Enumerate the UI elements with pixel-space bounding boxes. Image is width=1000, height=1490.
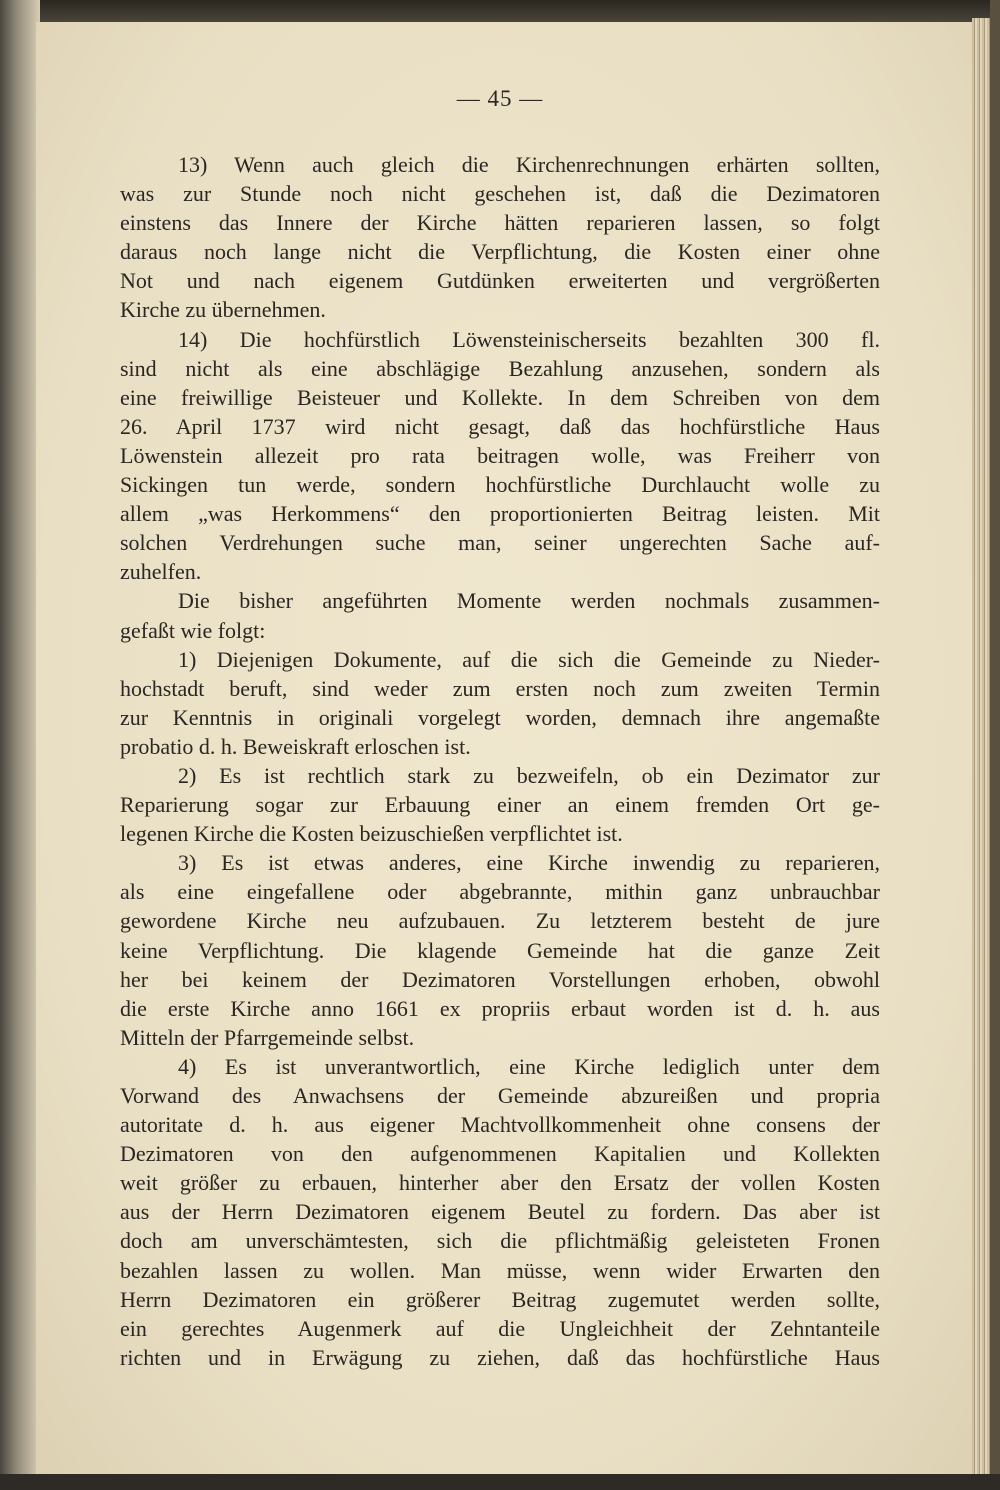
text-line: eine freiwillige Beisteuer und Kollekte. In dem Schreiben von dem bbox=[120, 384, 880, 410]
text-line: Not und nach eigenem Gutdünken erweiterten und vergrößerten bbox=[120, 268, 880, 294]
text-line: was zur Stunde noch nicht geschehen ist, daß die Dezimatoren bbox=[120, 181, 880, 207]
paragraph bbox=[120, 325, 880, 587]
text-line: 26. April 1737 wird nicht gesagt, daß das hochfürstliche Haus bbox=[120, 413, 880, 439]
text-line: gefaßt wie folgt: bbox=[120, 617, 266, 643]
text-line: zuhelfen. bbox=[120, 559, 202, 585]
text-line: 3) Es ist etwas anderes, eine Kirche inwendig zu reparieren, bbox=[178, 850, 880, 876]
text-line: zur Kenntnis in originali vorgelegt worden, demnach ihre angemaßte bbox=[120, 704, 880, 730]
text-line: Dezimatoren von den aufgenommenen Kapitalien und Kollekten bbox=[120, 1141, 880, 1167]
text-line: richten und in Erwägung zu ziehen, daß das hochfürstliche Haus bbox=[120, 1344, 880, 1370]
text-line: weit größer zu erbauen, hinterher aber den Ersatz der vollen Kosten bbox=[120, 1170, 880, 1196]
text-line: solchen Verdrehungen suche man, seiner ungerechten Sache auf- bbox=[120, 530, 880, 556]
text-line: gewordene Kirche neu aufzubauen. Zu letzterem besteht de jure bbox=[120, 908, 880, 934]
text-line: probatio d. h. Beweiskraft erloschen ist. bbox=[120, 733, 471, 759]
page-number: — 45 — bbox=[456, 86, 544, 111]
text-line: einstens das Innere der Kirche hätten reparieren lassen, so folgt bbox=[120, 210, 880, 236]
text-line: Kirche zu übernehmen. bbox=[120, 297, 326, 323]
text-line: Herrn Dezimatoren ein größerer Beitrag zugemutet werden sollte, bbox=[120, 1286, 880, 1312]
scan-bottom-edge bbox=[0, 1474, 1000, 1490]
text-line: her bei keinem der Dezimatoren Vorstellungen erhoben, obwohl bbox=[120, 966, 880, 992]
scan-top-edge bbox=[0, 0, 1000, 22]
text-line: Löwenstein allezeit pro rata beitragen wolle, was Freiherr von bbox=[120, 442, 880, 468]
book-spine-shadow bbox=[0, 0, 40, 1490]
text-line: die erste Kirche anno 1661 ex propriis erbaut worden ist d. h. aus bbox=[120, 995, 880, 1021]
text-line: Mitteln der Pfarrgemeinde selbst. bbox=[120, 1024, 415, 1050]
text-line: hochstadt beruft, sind weder zum ersten noch zum zweiten Termin bbox=[120, 675, 880, 701]
text-line: autoritate d. h. aus eigener Machtvollkommenheit ohne consens der bbox=[120, 1112, 880, 1138]
paragraph bbox=[120, 848, 880, 1052]
text-line: 2) Es ist rechtlich stark zu bezweifeln, ob ein Dezimator zur bbox=[178, 762, 880, 788]
text-line: keine Verpflichtung. Die klagende Gemeinde hat die ganze Zeit bbox=[120, 937, 880, 963]
paragraph bbox=[120, 645, 880, 761]
text-line: ein gerechtes Augenmerk auf die Ungleichheit der Zehntanteile bbox=[120, 1315, 880, 1341]
scan-right-edge bbox=[990, 0, 1000, 1490]
text-line: Reparierung sogar zur Erbauung einer an einem fremden Ort ge- bbox=[120, 792, 880, 818]
body-text bbox=[120, 150, 880, 1372]
text-line: daraus noch lange nicht die Verpflichtung, die Kosten einer ohne bbox=[120, 239, 880, 265]
text-line: Vorwand des Anwachsens der Gemeinde abzureißen und propria bbox=[120, 1083, 880, 1108]
text-line: sind nicht als eine abschlägige Bezahlung anzusehen, sondern als bbox=[120, 355, 880, 381]
text-line: doch am unverschämtesten, sich die pflichtmäßig geleisteten Fronen bbox=[120, 1228, 880, 1254]
text-line: allem „was Herkommens“ den proportionierten Beitrag leisten. Mit bbox=[120, 501, 880, 527]
paragraph bbox=[120, 761, 880, 848]
text-line: legenen Kirche die Kosten beizuschießen verpflichtet ist. bbox=[120, 821, 623, 847]
paragraph bbox=[120, 586, 880, 644]
text-line: 1) Diejenigen Dokumente, auf die sich die Gemeinde zu Nieder- bbox=[178, 646, 880, 672]
paragraph bbox=[120, 150, 880, 325]
text-line: 13) Wenn auch gleich die Kirchenrechnungen erhärten sollten, bbox=[178, 152, 880, 177]
text-line: 4) Es ist unverantwortlich, eine Kirche lediglich unter dem bbox=[178, 1053, 880, 1079]
text-line: aus der Herrn Dezimatoren eigenem Beutel zu fordern. Das aber ist bbox=[120, 1199, 880, 1225]
text-line: als eine eingefallene oder abgebrannte, mithin ganz unbrauchbar bbox=[120, 879, 880, 905]
text-line: Die bisher angeführten Momente werden nochmals zusammen- bbox=[178, 588, 880, 614]
text-line: 14) Die hochfürstlich Löwensteinischerseits bezahlten 300 fl. bbox=[178, 326, 880, 352]
text-line: bezahlen lassen zu wollen. Man müsse, wenn wider Erwarten den bbox=[120, 1257, 880, 1283]
paragraph bbox=[120, 1052, 880, 1372]
text-line: Sickingen tun werde, sondern hochfürstliche Durchlaucht wolle zu bbox=[120, 472, 880, 498]
